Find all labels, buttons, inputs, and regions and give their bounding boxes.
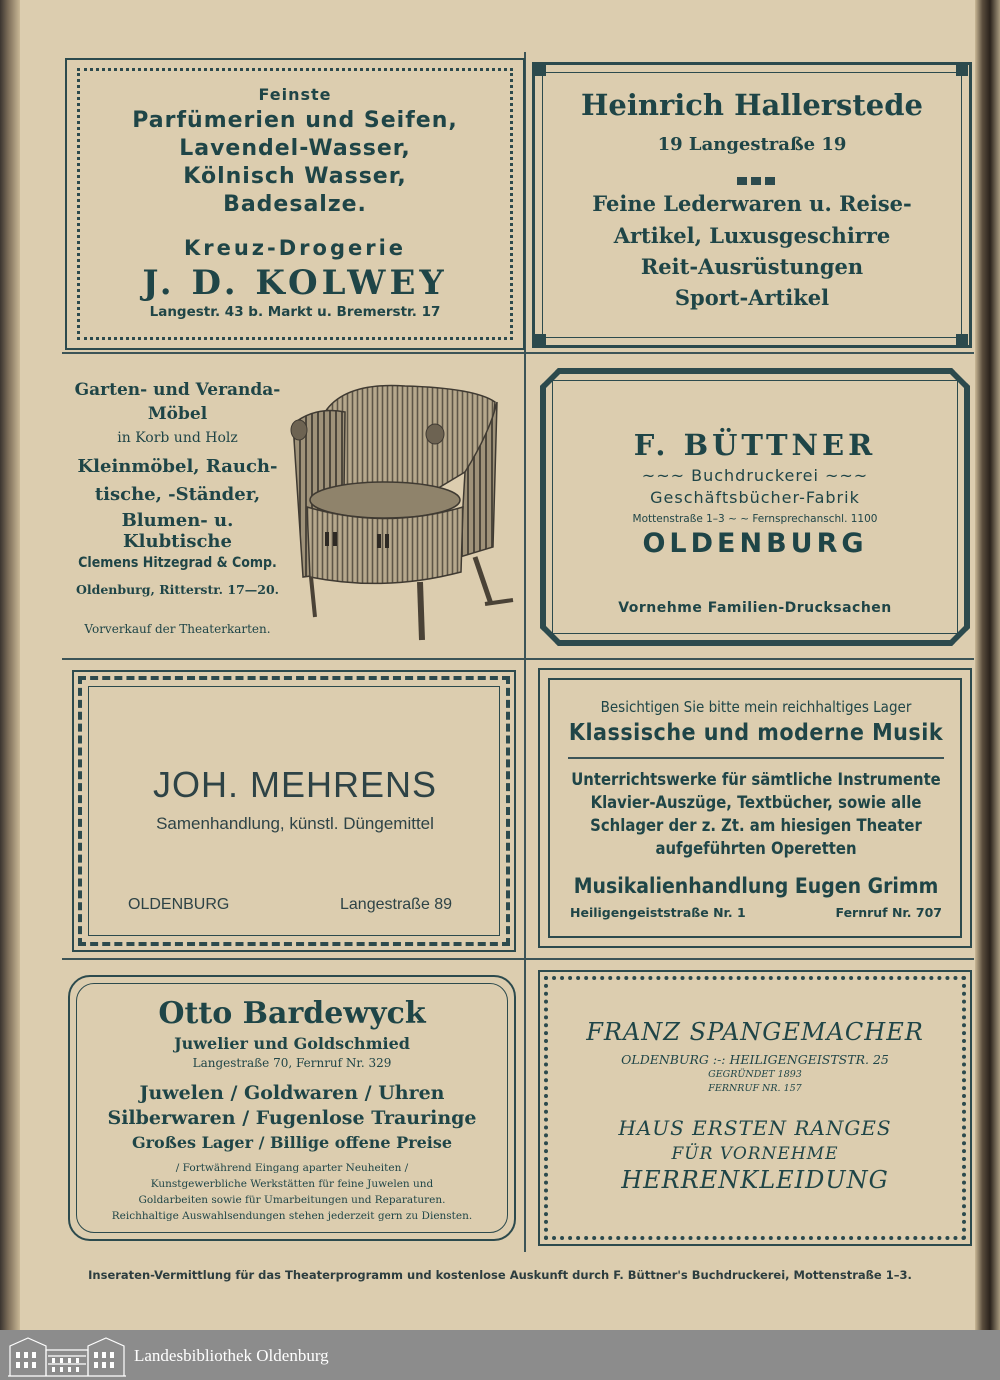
grimm-rule xyxy=(568,757,944,759)
page-right-edge xyxy=(975,0,1000,1330)
buettner-line1: Buchdruckerei xyxy=(691,466,819,485)
mehrens-city: OLDENBURG xyxy=(128,896,230,913)
grimm-line3: Schlager der z. Zt. am hiesigen Theater xyxy=(590,816,922,835)
grimm-name: Musikalienhandlung Eugen Grimm xyxy=(573,874,939,898)
spangemacher-name: FRANZ SPANGEMACHER xyxy=(586,1018,924,1046)
hallerstede-line4: Sport-Artikel xyxy=(674,285,830,310)
hitzegrad-line4: Kleinmöbel, Rauch- xyxy=(77,456,278,477)
library-name: Landesbibliothek Oldenburg xyxy=(134,1346,329,1365)
hallerstede-address: 19 Langestraße 19 xyxy=(657,134,847,155)
bardewyck-name: Otto Bardewyck xyxy=(158,996,426,1031)
grid-divider-h2 xyxy=(62,658,974,660)
grimm-line2: Klavier-Auszüge, Textbücher, sowie alle xyxy=(590,793,922,812)
ornament-dashes: ~~~ xyxy=(641,466,692,485)
hitzegrad-line5: tische, -Ständer, xyxy=(94,484,261,505)
buettner-name: F. BÜTTNER xyxy=(633,428,877,462)
hitzegrad-address: Oldenburg, Ritterstr. 17—20. xyxy=(75,582,280,597)
kolwey-line-lavendel: Lavendel-Wasser, xyxy=(179,136,411,161)
mehrens-address: Langestraße 89 xyxy=(340,896,453,913)
buettner-phone: Fernsprechanschl. 1100 xyxy=(752,513,878,525)
kolwey-address: Langestr. 43 b. Markt u. Bremerstr. 17 xyxy=(149,304,441,320)
hitzegrad-note: Vorverkauf der Theaterkarten. xyxy=(84,622,271,636)
grimm-line1: Unterrichtswerke für sämtliche Instrumente xyxy=(571,770,941,789)
hitzegrad-line1: Garten- und Veranda- xyxy=(74,380,281,400)
bardewyck-small2: Kunstgewerbliche Werkstätten für feine Juwelen und xyxy=(150,1178,434,1190)
grimm-intro: Besichtigen Sie bitte mein reichhaltiges Lager xyxy=(600,698,912,716)
hitzegrad-line2: Möbel xyxy=(147,404,208,424)
bardewyck-line2: Silberwaren / Fugenlose Trauringe xyxy=(107,1107,477,1129)
spangemacher-chain-border xyxy=(544,976,966,1240)
bardewyck-address: Langestraße 70, Fernruf Nr. 329 xyxy=(192,1056,392,1070)
mehrens-subtitle: Samenhandlung, künstl. Düngemittel xyxy=(156,814,434,833)
corner-ornament xyxy=(534,64,546,76)
kolwey-name: J. D. KOLWEY xyxy=(142,263,448,303)
ornament-dashes: ~~~ xyxy=(818,466,869,485)
corner-ornament xyxy=(956,64,968,76)
hallerstede-line2: Artikel, Luxusgeschirre xyxy=(613,223,891,248)
hallerstede-name: Heinrich Hallerstede xyxy=(581,88,923,122)
kolwey-line-koelnisch: Kölnisch Wasser, xyxy=(183,164,407,189)
buettner-address: Mottenstraße 1–3 xyxy=(632,513,725,525)
hitzegrad-line6: Blumen- u. Klubtische xyxy=(121,510,234,552)
corner-ornament xyxy=(534,334,546,346)
footer-note: Inseraten-Vermittlung für das Theaterprogramm und kostenlose Auskunft durch F. Büttner's Buchdruckerei, Mottenstraße 1–3. xyxy=(88,1268,912,1282)
grimm-phone: Fernruf Nr. 707 xyxy=(835,905,942,920)
spangemacher-line1: HAUS ERSTEN RANGES xyxy=(618,1116,892,1140)
grid-divider-h3 xyxy=(62,958,974,960)
page-left-edge xyxy=(0,0,20,1330)
hallerstede-ornament xyxy=(731,170,781,189)
spangemacher-line2: FÜR VORNEHME xyxy=(671,1144,839,1164)
corner-ornament xyxy=(956,334,968,346)
hallerstede-line1: Feine Lederwaren u. Reise- xyxy=(592,191,912,216)
bardewyck-line1: Juwelen / Goldwaren / Uhren xyxy=(139,1082,445,1104)
hitzegrad-line3: in Korb und Holz xyxy=(117,430,238,446)
spangemacher-address: OLDENBURG :-: HEILIGENGEISTSTR. 25 xyxy=(621,1052,889,1067)
bardewyck-line3: Großes Lager / Billige offene Preise xyxy=(131,1133,453,1152)
buettner-city: OLDENBURG xyxy=(642,528,868,559)
bardewyck-profession: Juwelier und Goldschmied xyxy=(174,1034,410,1053)
buettner-slogan: Vornehme Familien-Drucksachen xyxy=(618,600,892,616)
hitzegrad-company: Clemens Hitzegrad & Comp. xyxy=(78,555,277,571)
kolwey-line-feinste: Feinste xyxy=(258,85,332,104)
grimm-address: Heiligengeiststraße Nr. 1 xyxy=(570,905,746,920)
kolwey-line-badesalze: Badesalze. xyxy=(223,192,367,217)
spangemacher-founded: GEGRÜNDET 1893 xyxy=(708,1069,802,1080)
grid-divider-h1 xyxy=(62,352,974,354)
grimm-headline: Klassische und moderne Musik xyxy=(568,720,944,746)
ornament-dashes: ~ ~ xyxy=(724,513,753,525)
buettner-line2: Geschäftsbücher-Fabrik xyxy=(650,488,860,507)
wicker-chair-illustration xyxy=(285,372,515,644)
kolwey-line-parfuemerien: Parfümerien und Seifen, xyxy=(132,108,458,133)
spangemacher-phone: FERNRUF NR. 157 xyxy=(708,1083,802,1094)
mehrens-name: JOH. MEHRENS xyxy=(152,764,438,805)
grimm-line4: aufgeführten Operetten xyxy=(655,839,857,858)
kolwey-drogerie: Kreuz-Drogerie xyxy=(183,236,407,260)
bardewyck-small3: Goldarbeiten sowie für Umarbeitungen und Reparaturen. xyxy=(138,1194,446,1206)
library-building-icon xyxy=(8,1332,126,1378)
bardewyck-small4: Reichhaltige Auswahlsendungen stehen jederzeit gern zu Diensten. xyxy=(111,1210,473,1222)
buettner-ad-inner-frame xyxy=(552,380,958,634)
bardewyck-small1: / Fortwährend Eingang aparter Neuheiten / xyxy=(175,1162,409,1174)
hallerstede-line3: Reit-Ausrüstungen xyxy=(640,254,864,279)
spangemacher-line3: HERRENKLEIDUNG xyxy=(621,1166,889,1194)
